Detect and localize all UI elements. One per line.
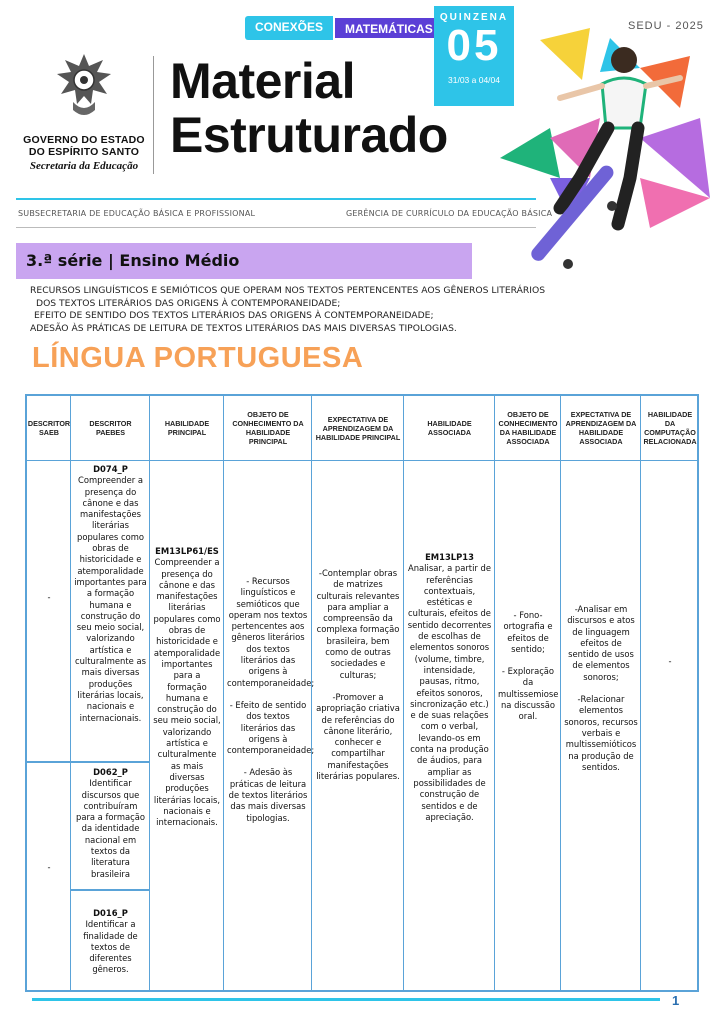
main-skill-text: Compreender a presença do cânone e das manifestações literárias populares como obras de historicidade e atemporalidade importantes para a formação humana e construção do seu meio social, valorizando artística e culturalmente as mais diversas produções literárias locais, nacionais e internacionais. — [153, 557, 221, 828]
subheader-rule — [16, 227, 536, 228]
paebes-code: D062_P — [93, 767, 128, 777]
row-divider — [27, 761, 150, 763]
page-title — [170, 54, 448, 162]
assoc-object-cell — [495, 610, 561, 723]
assoc-skill-cell — [404, 552, 495, 823]
header-divider — [153, 56, 154, 174]
assoc-object-item: - Exploração da multissemiose na discussão oral. — [498, 666, 559, 722]
subsecretary-label: SUBSECRETARIA DE EDUCAÇÃO BÁSICA E PROFISSIONAL — [18, 209, 256, 218]
main-expectation-item: -Contemplar obras de matrizes culturais relevantes para ampliar a compreensão da complexa formação brasileira, bem como de outras sociedades e culturas; — [316, 568, 400, 680]
series-left-label: CONEXÕES — [245, 16, 333, 40]
paebes-cell — [71, 464, 150, 724]
saeb-cell: - — [47, 592, 51, 602]
header-assoc-expectation: EXPECTATIVA DE APRENDIZAGEM DA HABILIDADE ASSOCIADA — [565, 410, 637, 446]
main-object-item: - Recursos linguísticos e semióticos que operam nos textos pertencentes aos gêneros literários dos textos literários das origens à contemporaneidade; — [227, 576, 315, 688]
skills-table — [25, 394, 699, 992]
series-right-label: MATEMÁTICAS — [333, 16, 445, 40]
paebes-code: D016_P — [93, 908, 128, 918]
assoc-skill-code: EM13LP13 — [425, 552, 474, 562]
skater-illustration — [490, 28, 724, 292]
grade-banner — [16, 243, 472, 279]
topic-line: RECURSOS LINGUÍSTICOS E SEMIÓTICOS QUE OPERAM NOS TEXTOS PERTENCENTES AOS GÊNEROS LITERÁRIOS — [30, 285, 546, 296]
footer-rule — [32, 998, 660, 1001]
gov-line-3: Secretaria da Educação — [29, 160, 139, 172]
fortnight-label: QUINZENA — [439, 12, 509, 23]
topic-list — [30, 285, 545, 335]
assoc-expectation-cell — [561, 604, 641, 773]
government-brand — [16, 52, 152, 172]
grade-label: 3.ª série | Ensino Médio — [26, 251, 240, 270]
topic-line: EFEITO DE SENTIDO DOS TEXTOS LITERÁRIOS DAS ORIGENS À CONTEMPORANEIDADE; — [34, 310, 434, 321]
title-line-1: Material — [170, 53, 355, 109]
paebes-code: D074_P — [93, 464, 128, 474]
header-saeb: DESCRITOR SAEB — [27, 419, 71, 437]
header-computing: HABILIDADE DA COMPUTAÇÃO RELACIONADA — [643, 410, 697, 446]
subject-title: LÍNGUA PORTUGUESA — [32, 342, 364, 374]
saeb-cell: - — [47, 862, 51, 872]
topic-line: ADESÃO ÀS PRÁTICAS DE LEITURA DE TEXTOS LITERÁRIOS DAS MAIS DIVERSAS TIPOLOGIAS. — [30, 322, 457, 334]
gov-line-2: DO ESPÍRITO SANTO — [28, 146, 140, 158]
main-object-item: - Efeito de sentido dos textos literários das origens à contemporaneidade; — [227, 699, 315, 756]
paebes-text: Compreender a presença do cânone e das manifestações literárias populares como obras de historicidade e atemporalidade importantes para a formação humana e construção do seu meio social, valorizando artística e culturalmente as mais diversas produções literárias locais, nacionais e internacionais. — [74, 475, 147, 723]
series-badge — [245, 16, 445, 40]
computing-cell: - — [668, 656, 672, 666]
assoc-object-item: - Fono-ortografia e efeitos de sentido; — [503, 610, 553, 654]
curriculum-label: GERÊNCIA DE CURRÍCULO DA EDUCAÇÃO BÁSICA — [346, 209, 553, 218]
header-main-object: OBJETO DE CONHECIMENTO DA HABILIDADE PRINCIPAL — [232, 410, 304, 446]
paebes-cell — [71, 767, 150, 880]
header-main-expectation: EXPECTATIVA DE APRENDIZAGEM DA HABILIDADE PRINCIPAL — [315, 414, 401, 442]
assoc-expectation-item: -Relacionar elementos sonoros, recursos verbais e multissemióticos na produção de sentidos. — [564, 694, 638, 772]
header-main-skill: HABILIDADE PRINCIPAL — [164, 419, 210, 437]
assoc-expectation-item: -Analisar em discursos e atos de linguagem efeitos de sentido de usos de elementos sonoros; — [567, 604, 635, 682]
header-rule — [16, 198, 536, 200]
paebes-text: Identificar discursos que contribuíram para a formação da identidade nacional em textos da literatura brasileira — [76, 778, 145, 879]
column-divider — [27, 396, 71, 990]
assoc-skill-text: Analisar, a partir de referências contextuais, estéticas e culturais, efeitos de sentido decorrentes de escolhas de elementos sonoros (volume, timbre, intensidade, pausas, ritmo, efeitos sonoros, sincronização etc.) e de suas relações com o verbal, levando-os em conta na produção de áudios, para ampliar as possibilidades de construção de sentidos e de apreciação. — [407, 563, 492, 822]
header-paebes: DESCRITOR PAEBES — [89, 419, 132, 437]
header-assoc-skill: HABILIDADE ASSOCIADA — [427, 419, 472, 437]
page-number: 1 — [672, 993, 680, 1008]
header-assoc-object: OBJETO DE CONHECIMENTO DA HABILIDADE ASSOCIADA — [498, 410, 558, 446]
main-object-item: - Adesão às práticas de leitura de textos literários das mais diversas tipologias. — [228, 767, 308, 823]
fortnight-dates: 31/03 a 04/04 — [448, 75, 500, 85]
row-divider — [71, 889, 150, 891]
state-crest-icon — [53, 52, 115, 122]
main-skill-cell — [150, 546, 224, 828]
main-expectation-item: -Promover a apropriação criativa de referências do cânone literário, conhecer e compartilhar manifestações literárias populares. — [316, 691, 400, 782]
topic-line: DOS TEXTOS LITERÁRIOS DAS ORIGENS À CONTEMPORANEIDADE; — [36, 297, 341, 309]
title-line-2: Estruturado — [170, 107, 448, 163]
fortnight-number: 05 — [446, 21, 502, 70]
main-expectation-cell — [312, 568, 404, 782]
gov-line-1: GOVERNO DO ESTADO — [23, 134, 145, 146]
main-skill-code: EM13LP61/ES — [155, 546, 219, 556]
paebes-text: Identificar a finalidade de textos de diferentes gêneros. — [83, 919, 138, 975]
main-object-cell — [224, 576, 315, 824]
sedu-label: SEDU - 2025 — [628, 20, 704, 32]
paebes-cell — [71, 908, 150, 976]
